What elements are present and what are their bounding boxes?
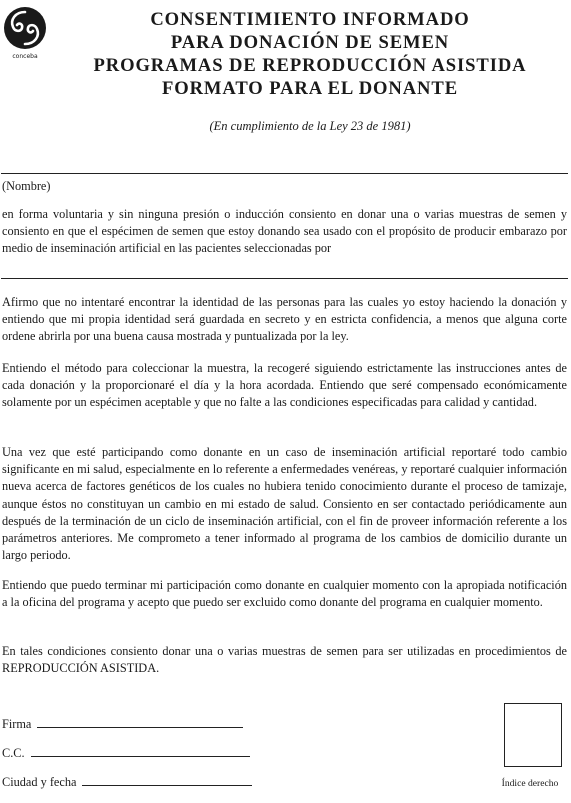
ciudad-fecha-field[interactable]: [82, 775, 252, 786]
cc-label: C.C.: [2, 746, 25, 760]
conceba-logo: [2, 4, 48, 62]
name-field-line[interactable]: [1, 173, 568, 174]
document-subtitle: (En cumplimiento de la Ley 23 de 1981): [209, 119, 411, 133]
cc-field[interactable]: [31, 746, 250, 757]
firma-field[interactable]: [37, 717, 243, 728]
name-label: (Nombre): [2, 179, 51, 193]
thumbprint-label: Índice derecho: [501, 778, 559, 789]
firma-row: [2, 717, 243, 732]
logo-text: conceba: [12, 53, 38, 60]
paragraph-termination: Entiendo que puedo terminar mi participación como donante en cualquier momento con la apropiada notificación a la oficina del programa y acepto que puedo ser excluido como donante del programa en cualquier momento.: [2, 578, 567, 610]
paragraph-method: Entiendo el método para coleccionar la muestra, la recogeré siguiendo estrictamente las instrucciones antes de cada donación y la proporcionaré el día y la hora acordada. Entiendo que seré compensado económicamente solamente por un espécimen aceptable y que no falte a las condiciones especificadas para calidad y cantidad.: [2, 361, 567, 410]
cc-row: [2, 746, 250, 761]
firma-label: Firma: [2, 717, 32, 731]
thumbprint-box[interactable]: [504, 703, 562, 767]
ciudad-fecha-label: Ciudad y fecha: [2, 775, 77, 789]
paragraph-health: Una vez que esté participando como donante en un caso de inseminación artificial reportaré todo cambio significante en mi salud, especialmente en lo referente a enfermedades venéreas, y reportaré cualquier información nueva acerca de factores genéticos de los cuales no hubiera tenido conocimiento durante el proceso de tamizaje, aunque éstos no constituyan un cambio en mi estado de salud. Consiento en ser contactado periódicamente aun después de la terminación de un ciclo de inseminación artificial, con el fin de proveer información referente a los parámetros anteriores. Me comprometo a tener informado al programa de los cambios de domicilio durante un largo periodo.: [2, 445, 567, 563]
paragraph-identity: Afirmo que no intentaré encontrar la identidad de las personas para las cuales yo estoy haciendo la donación y entiendo que mi propia identidad será guardada en secreto y en estricta confidencia, a menos que alguna corte ordene abrirla por una buena causa mostrada y puntualizada por la ley.: [2, 295, 567, 344]
title-line-1: CONSENTIMIENTO INFORMADO: [150, 9, 470, 30]
program-field-line[interactable]: [1, 278, 568, 279]
ciudad-fecha-row: [2, 775, 252, 790]
title-line-4: FORMATO PARA EL DONANTE: [161, 78, 458, 99]
title-line-2: PARA DONACIÓN DE SEMEN: [170, 32, 450, 53]
consent-paragraph: en forma voluntaria y sin ninguna presión o inducción consiento en donar una o varias muestras de semen y consiento en que el espécimen de semen que estoy donando sea usado con el propósito de producir embarazo por medio de inseminación artificial en las pacientes seleccionadas por: [2, 207, 567, 256]
document-title: [60, 8, 560, 100]
paragraph-conditions: En tales condiciones consiento donar una o varias muestras de semen para ser utilizadas en procedimientos de REPRODUCCIÓN ASISTIDA.: [2, 644, 567, 676]
title-line-3: PROGRAMAS DE REPRODUCCIÓN ASISTIDA: [93, 55, 527, 76]
